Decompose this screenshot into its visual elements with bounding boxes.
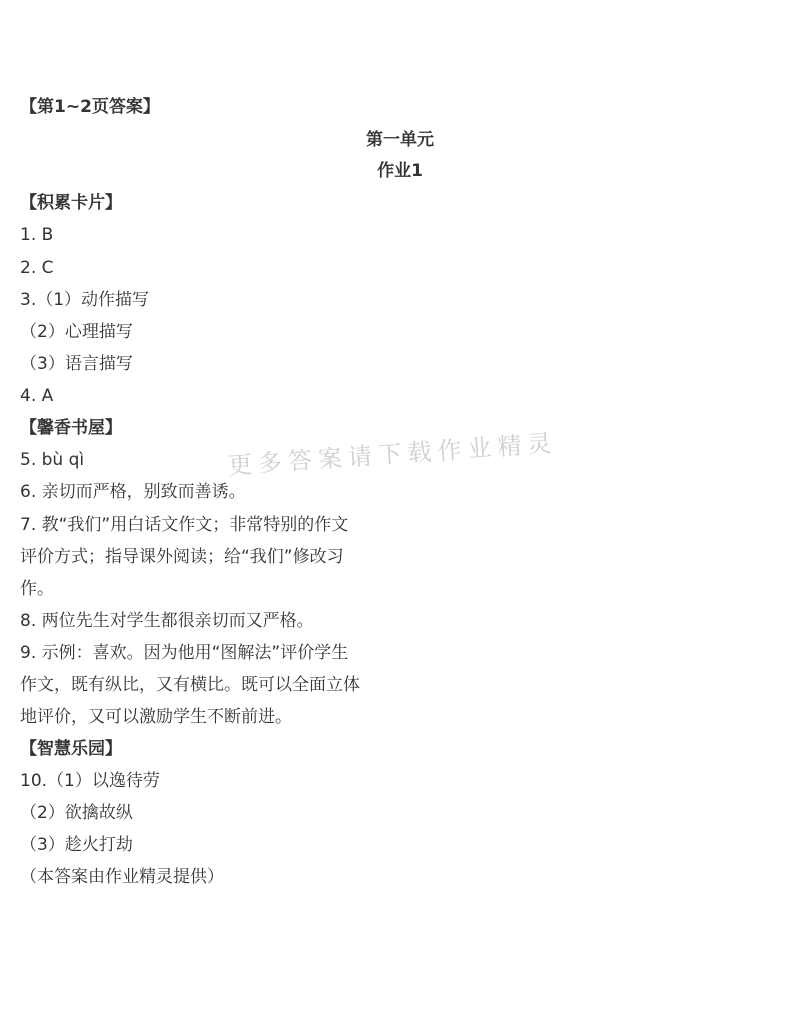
- source-note: （本答案由作业精灵提供）: [20, 867, 224, 887]
- answer-line: （2）心理描写: [20, 322, 133, 342]
- answer-line: 8. 两位先生对学生都很亲切而又严格。: [20, 611, 314, 631]
- answer-line: 评价方式；指导课外阅读；给“我们”修改习: [20, 547, 344, 567]
- answer-line: （2）欲擒故纵: [20, 803, 133, 823]
- answer-line: 地评价，又可以激励学生不断前进。: [20, 707, 292, 727]
- answer-line: 3.（1）动作描写: [20, 290, 150, 310]
- answer-line: 4. A: [20, 386, 54, 406]
- answer-line: 7. 教“我们”用白话文作文；非常特别的作文: [20, 515, 349, 535]
- answer-line: 2. C: [20, 258, 54, 278]
- section-heading-zhihui: 【智慧乐园】: [20, 739, 122, 759]
- answer-line: （3）趁火打劫: [20, 835, 133, 855]
- answer-line: 作文，既有纵比，又有横比。既可以全面立体: [20, 675, 360, 695]
- answer-line: （3）语言描写: [20, 354, 133, 374]
- page-range-header: 【第1~2页答案】: [20, 97, 160, 117]
- answer-line: 5. bù qì: [20, 450, 85, 470]
- answer-line: 6. 亲切而严格，别致而善诱。: [20, 482, 246, 502]
- homework-title: 作业1: [377, 161, 423, 181]
- section-heading-xinxiang: 【馨香书屋】: [20, 418, 122, 438]
- answer-line: 9. 示例：喜欢。因为他用“图解法”评价学生: [20, 643, 349, 663]
- section-heading-jilei: 【积累卡片】: [20, 193, 122, 213]
- unit-title: 第一单元: [366, 130, 434, 150]
- answer-line: 作。: [20, 579, 54, 599]
- answer-line: 10.（1）以逸待劳: [20, 771, 160, 791]
- answer-line: 1. B: [20, 225, 54, 245]
- watermark: 更多答案请下载作业精灵: [227, 429, 559, 480]
